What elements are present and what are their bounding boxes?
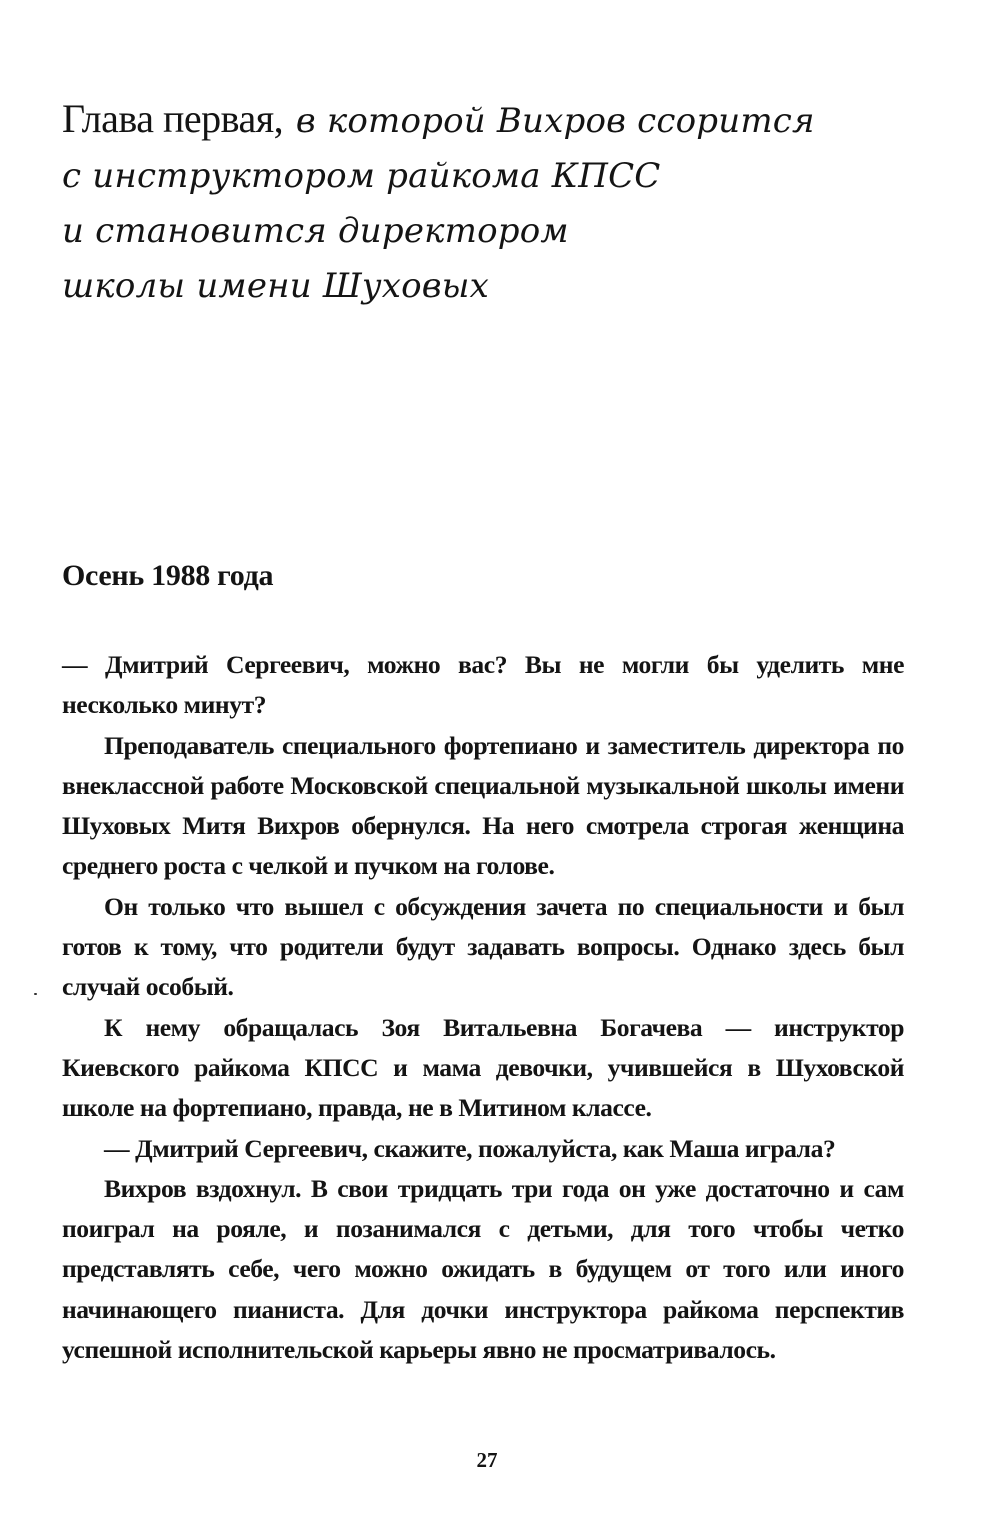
print-speck (34, 993, 37, 995)
paragraph-dialogue-2: — Дмитрий Сергеевич, скажите, пожалуйста, как Маша играла? (104, 1133, 836, 1163)
chapter-subtitle-line-1: в которой Вихров ссорится (295, 101, 815, 141)
body-text (62, 645, 904, 1370)
paragraph: Он только что вышел с обсуждения зачета по специальности и был готов к тому, что родители будут задавать вопросы. Однако здесь был случай особый. (62, 891, 904, 1002)
chapter-label: Глава первая, (62, 96, 284, 141)
paragraph: Вихров вздохнул. В свои тридцать три года он уже достаточно и сам поиграл на рояле, и позанимался с детьми, для того чтобы четко представлять себе, чего можно ожидать в будущем от того или иного начинающего пианиста. Для дочки инструктора райкома перспектив успешной исполнительской карьеры явно не просматривалось. (62, 1173, 904, 1365)
page-number: 27 (476, 1448, 498, 1472)
chapter-subtitle-line-3: и становится директором (62, 211, 569, 251)
section-heading: Осень 1988 года (62, 559, 274, 592)
paragraph: Преподаватель специального фортепиано и заместитель директора по внеклассной работе Московской специальной музыкальной школы имени Шуховых Митя Вихров обернулся. На него смотрела строгая женщина среднего роста с челкой и пучком на голове. (62, 730, 904, 881)
chapter-subtitle-line-4: школы имени Шуховых (62, 266, 490, 306)
chapter-title (62, 92, 942, 313)
paragraph-dialogue-1: — Дмитрий Сергеевич, можно вас? Вы не могли бы уделить мне несколько минут? (62, 650, 904, 720)
chapter-subtitle-line-2: с инструктором райкома КПСС (62, 156, 661, 196)
paragraph: К нему обращалась Зоя Витальевна Богачева — инструктор Киевского райкома КПСС и мама девочки, учившейся в Шуховской школе на фортепиано, правда, не в Митином классе. (62, 1012, 904, 1123)
